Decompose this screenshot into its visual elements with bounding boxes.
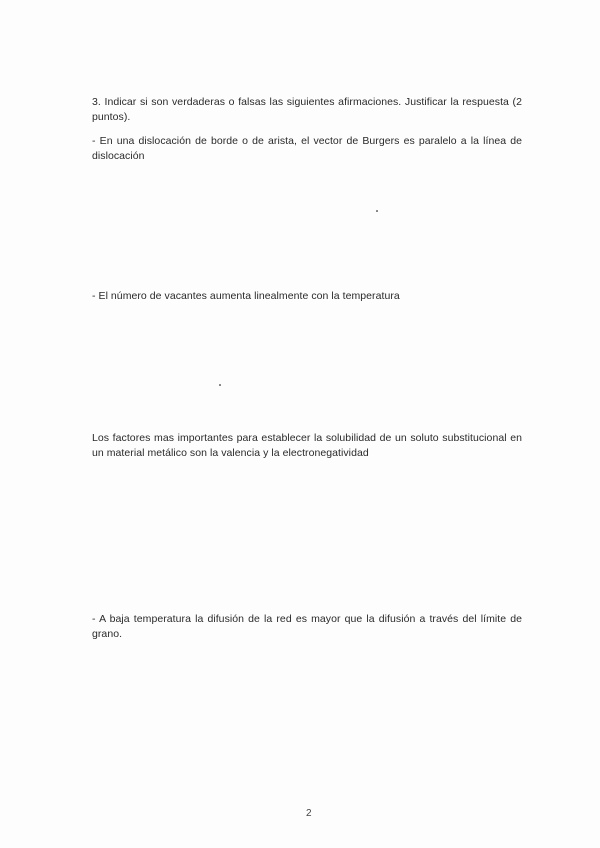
scan-speck	[376, 210, 378, 212]
scan-speck	[219, 384, 221, 386]
question-header: 3. Indicar si son verdaderas o falsas las siguientes afirmaciones. Justificar la respuesta (2 puntos).	[92, 96, 522, 123]
statement-3: Los factores mas importantes para establecer la solubilidad de un soluto substitucional en un material metálico son la valencia y la electronegatividad	[92, 432, 522, 459]
statement-2: - El número de vacantes aumenta linealmente con la temperatura	[92, 290, 400, 302]
page-number: 2	[306, 808, 312, 819]
statement-4: - A baja temperatura la difusión de la red es mayor que la difusión a través del límite de grano.	[92, 613, 522, 640]
statement-1: - En una dislocación de borde o de arista, el vector de Burgers es paralelo a la línea de dislocación	[92, 135, 522, 162]
